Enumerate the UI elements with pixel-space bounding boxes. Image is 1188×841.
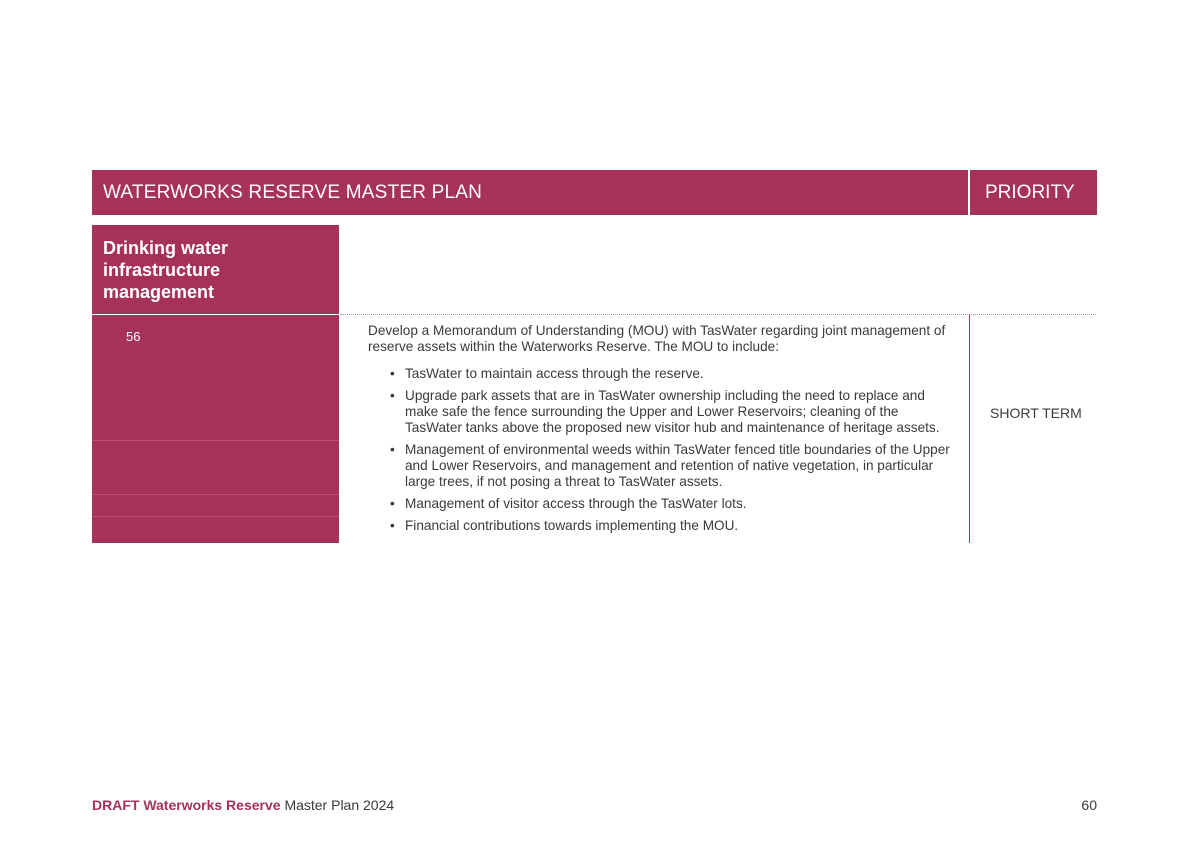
row-number-column — [92, 315, 339, 543]
page-number: 60 — [1081, 797, 1097, 813]
action-bullet-list — [368, 366, 958, 534]
row-divider — [92, 516, 339, 517]
bullet-text: Management of environmental weeds within TasWater fenced title boundaries of the Upper and Lower Reservoirs, and management and retention of native vegetation, in particular large trees, if not posing a threat to TasWater assets. — [405, 442, 950, 489]
priority-value: SHORT TERM — [990, 405, 1082, 421]
bullet-text: Upgrade park assets that are in TasWater ownership including the need to replace and make safe the fence surrounding the Upper and Lower Reservoirs; cleaning of the TasWater tanks above the proposed new visitor hub and maintenance of heritage assets. — [405, 388, 940, 435]
row-divider — [92, 440, 339, 441]
table-header-title: WATERWORKS RESERVE MASTER PLAN — [92, 170, 968, 215]
table-header-priority: PRIORITY — [970, 170, 1097, 215]
list-item — [368, 496, 958, 512]
action-description — [368, 323, 958, 540]
footer-doc-title: Master Plan 2024 — [284, 797, 395, 813]
bullet-icon: • — [390, 496, 395, 511]
bullet-icon: • — [390, 388, 395, 403]
row-divider — [92, 494, 339, 495]
bullet-icon: • — [390, 518, 395, 533]
bullet-icon: • — [390, 366, 395, 381]
priority-column-divider — [969, 315, 970, 543]
bullet-icon: • — [390, 442, 395, 457]
action-intro: Develop a Memorandum of Understanding (MOU) with TasWater regarding joint management of reserve assets within the Waterworks Reserve. The MOU to include: — [368, 323, 946, 354]
section-divider — [340, 314, 1096, 315]
bullet-text: TasWater to maintain access through the reserve. — [405, 366, 704, 381]
section-title: Drinking water infrastructure management — [92, 225, 339, 314]
row-number: 56 — [126, 329, 141, 344]
list-item — [368, 388, 958, 436]
bullet-text: Financial contributions towards implementing the MOU. — [405, 518, 739, 533]
footer-draft-label: DRAFT Waterworks Reserve — [92, 797, 281, 813]
list-item — [368, 518, 958, 534]
list-item — [368, 366, 958, 382]
list-item — [368, 442, 958, 490]
footer-document-title — [92, 797, 394, 813]
bullet-text: Management of visitor access through the TasWater lots. — [405, 496, 747, 511]
